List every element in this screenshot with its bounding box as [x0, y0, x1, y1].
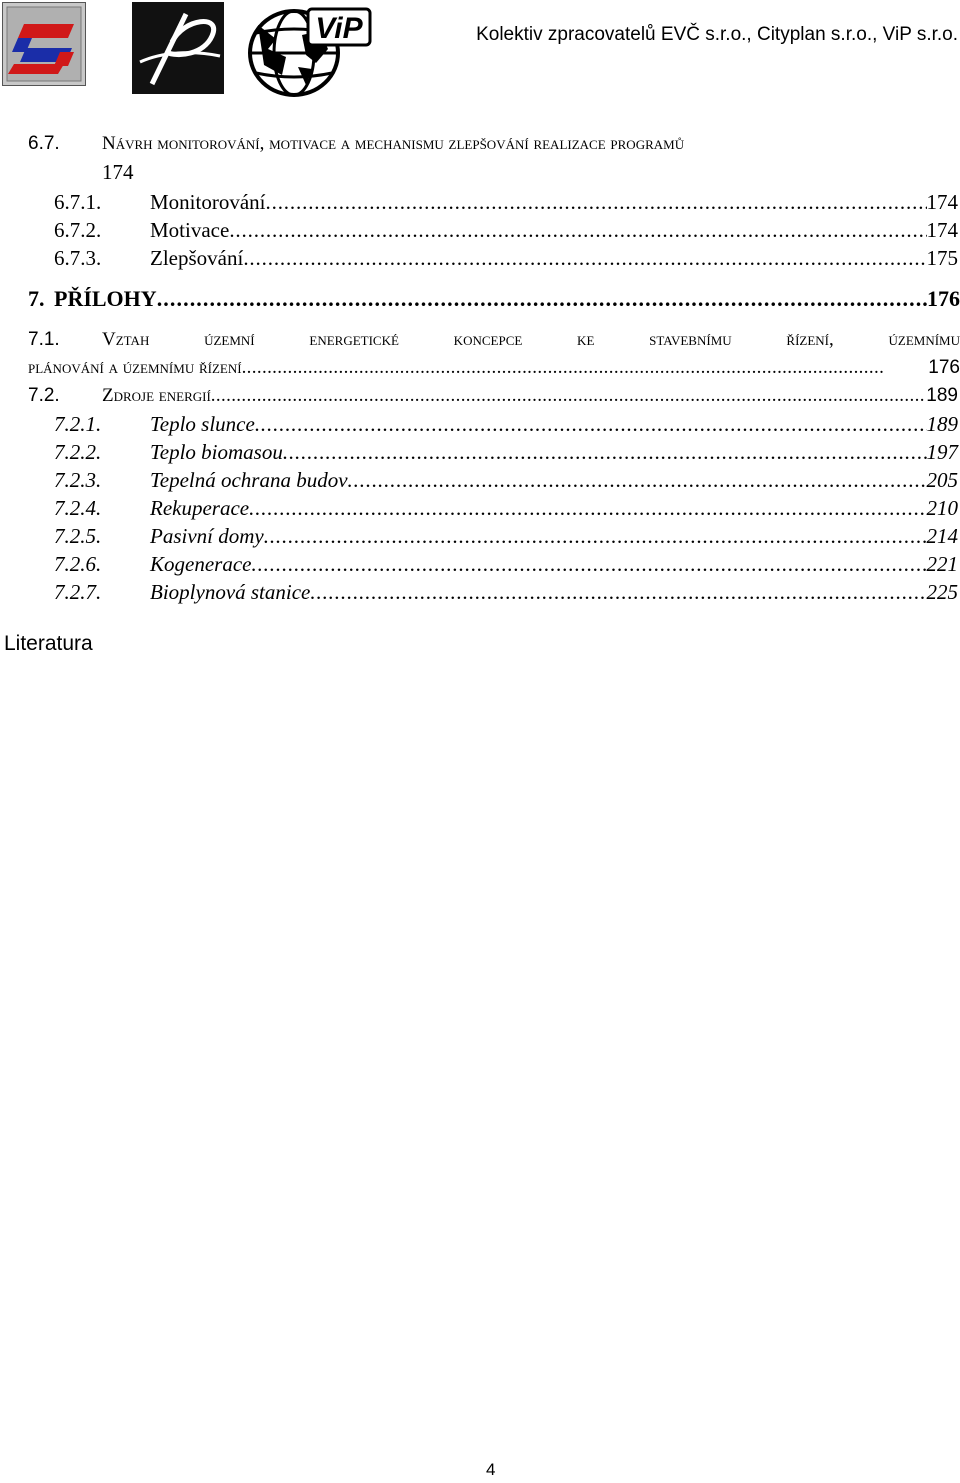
toc-item-number: 6.7.2.: [54, 218, 102, 242]
toc-item-number: 6.7.3.: [54, 246, 102, 270]
toc-item-number: 7.2.1.: [54, 412, 102, 436]
toc-item-title: Rekuperace: [150, 496, 250, 520]
toc-item-number: 7.2.6.: [54, 552, 102, 576]
toc-item-7-2-4[interactable]: [54, 494, 958, 522]
toc-item-number: 7.2.3.: [54, 468, 102, 492]
toc-section-number: 7.2.: [28, 385, 60, 406]
dot-leader: [255, 410, 927, 438]
toc-section-title-line1: Vztah územní energetické koncepce ke stavebnímu řízení, územnímu: [102, 329, 960, 350]
toc-item-number: 7.2.5.: [54, 524, 102, 548]
toc-item-title: Tepelná ochrana budov: [150, 468, 348, 492]
dot-leader: [348, 466, 927, 494]
toc-item-number: 7.2.7.: [54, 580, 102, 604]
toc-item-6-7-3[interactable]: [54, 244, 958, 272]
toc-item-7-2-7[interactable]: [54, 578, 958, 606]
toc-item-title: Teplo biomasou: [150, 440, 283, 464]
toc-chapter-page: 176: [927, 286, 960, 311]
toc-item-number: 7.2.4.: [54, 496, 102, 520]
header-organizations: Kolektiv zpracovatelů EVČ s.r.o., Cityplan s.r.o., ViP s.r.o.: [476, 24, 958, 45]
toc-item-7-2-6[interactable]: [54, 550, 958, 578]
toc-chapter-7[interactable]: [28, 285, 960, 313]
toc-section-7-2[interactable]: [28, 382, 958, 410]
toc-item-6-7-1[interactable]: [54, 188, 958, 216]
toc-item-page: 221: [926, 552, 958, 576]
toc-section-page: 189: [926, 385, 958, 406]
toc-section-title-line2-row: [28, 354, 960, 382]
toc-item-page: 205: [926, 468, 958, 492]
page-header: [0, 0, 960, 100]
toc-item-number: 7.2.2.: [54, 440, 102, 464]
toc-item-7-2-1[interactable]: [54, 410, 958, 438]
toc-item-7-2-3[interactable]: [54, 466, 958, 494]
dot-leader: [264, 522, 927, 550]
toc-item-7-2-2[interactable]: [54, 438, 958, 466]
toc-item-6-7-2[interactable]: [54, 216, 958, 244]
dot-leader: . . . . . . . . . . . . . . . . . . . . . . . . . . . . . . . . . . . . . . . . . . . . . . . . . . . . . . . . . . . . . . . . . . . . . . . . . . . . . . . . . . . . . . . . . . . . . . . . . . . . . . . . . . . . . . . . . . . . . . . . . . . . . .: [241, 357, 882, 378]
toc-item-page: 174: [926, 218, 958, 242]
toc-item-page: 174: [926, 190, 958, 214]
dot-leader: [229, 216, 926, 244]
dot-leader: [249, 494, 926, 522]
toc-section-number: 6.7.: [28, 133, 60, 154]
cityplan-logo: [132, 2, 224, 94]
evc-logo: [2, 2, 86, 86]
toc-item-title: Zlepšování: [150, 246, 244, 270]
toc-section-title: Návrh monitorování, motivace a mechanismu zlepšování realizace programů: [102, 133, 685, 154]
toc-chapter-number: 7.: [28, 286, 45, 311]
vip-logo: [246, 5, 372, 97]
toc-item-title: Monitorování: [150, 190, 266, 214]
toc-item-title: Pasivní domy: [150, 524, 264, 548]
toc-section-number: 7.1.: [28, 329, 60, 350]
page-number: 4: [486, 1460, 496, 1479]
toc-item-7-2-5[interactable]: [54, 522, 958, 550]
toc-chapter-title: PŘÍLOHY: [54, 286, 157, 311]
toc-item-title: Bioplynová stanice: [150, 580, 311, 604]
toc-section-7-1[interactable]: [28, 326, 960, 382]
dot-leader: [211, 382, 927, 410]
toc-item-title: Motivace: [150, 218, 230, 242]
toc-section-6-7[interactable]: [28, 130, 960, 186]
dot-leader: [157, 285, 927, 313]
toc-item-number: 6.7.1.: [54, 190, 102, 214]
toc-section-page: 176: [928, 357, 960, 378]
dot-leader: [310, 578, 926, 606]
toc-section-title: Zdroje energií: [102, 385, 211, 406]
toc-section-title-line2: plánování a územnímu řízení: [28, 357, 242, 378]
toc-item-title: Kogenerace: [150, 552, 252, 576]
toc-item-page: 214: [926, 524, 958, 548]
dot-leader: [251, 550, 926, 578]
toc-item-page: 197: [926, 440, 958, 464]
dot-leader: [266, 188, 927, 216]
toc-item-page: 189: [926, 412, 958, 436]
vip-logo-text: ViP: [315, 12, 363, 45]
dot-leader: [283, 438, 927, 466]
toc-section-page: 174: [102, 160, 134, 184]
toc-item-page: 210: [926, 496, 958, 520]
dot-leader: [243, 244, 926, 272]
toc-item-title: Teplo slunce: [150, 412, 255, 436]
literatura-heading[interactable]: Literatura: [4, 632, 93, 655]
toc-item-page: 175: [926, 246, 958, 270]
toc-item-page: 225: [926, 580, 958, 604]
